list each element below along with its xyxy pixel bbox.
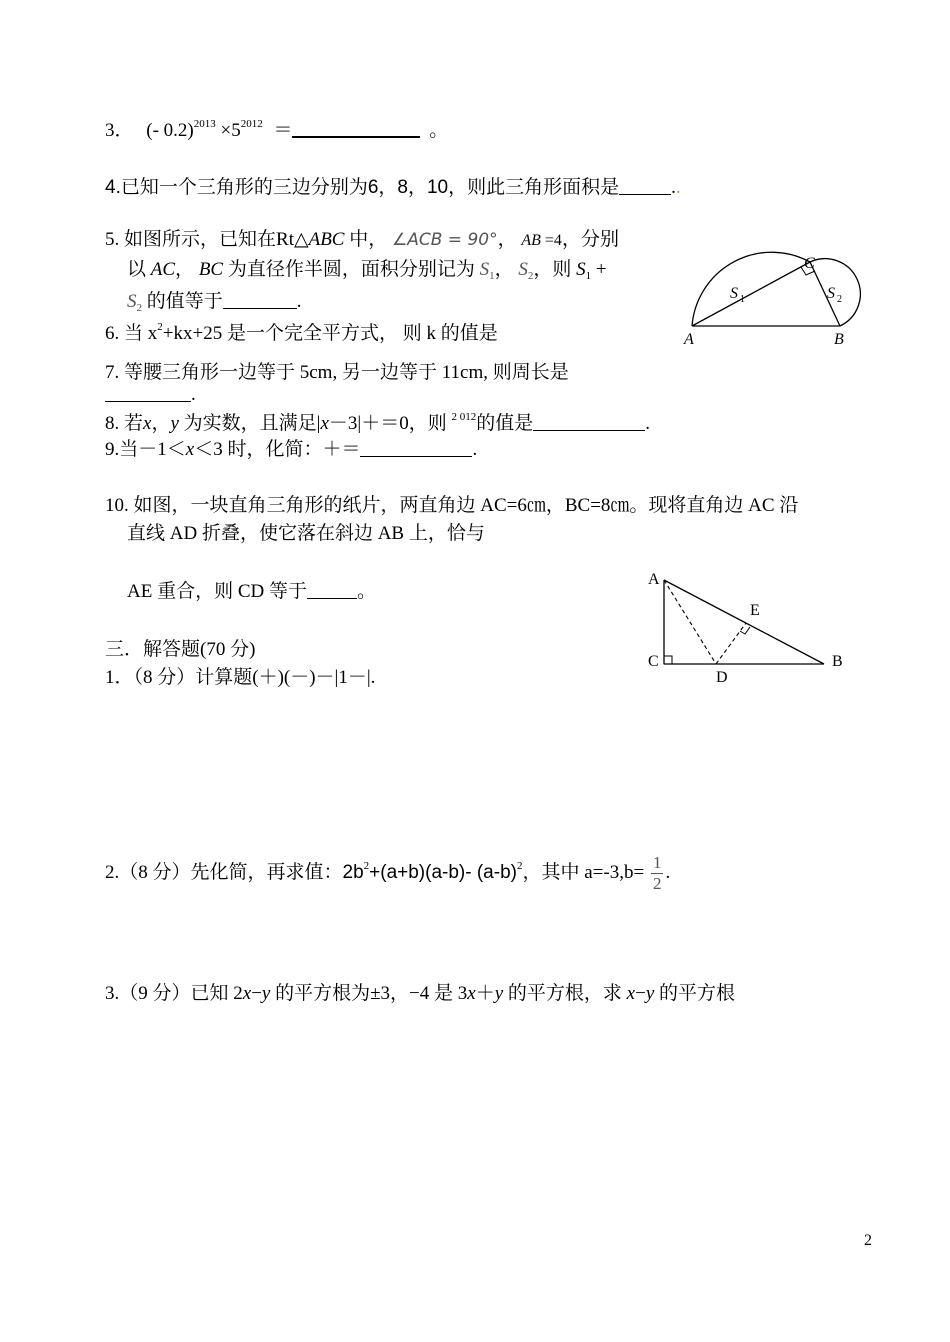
label-b: B <box>834 331 844 348</box>
question-10-line-3 <box>127 580 376 604</box>
exponent: 2 <box>516 859 523 872</box>
expr-times: ×5 <box>220 120 241 141</box>
period: . <box>645 413 650 434</box>
question-6 <box>105 322 498 346</box>
label-a: A <box>648 571 660 588</box>
question-7 <box>105 361 569 385</box>
variable-x: x <box>626 983 636 1004</box>
question-text: ，则 <box>533 259 572 280</box>
stray-mark: . <box>675 177 681 198</box>
answer-blank[interactable] <box>292 118 420 138</box>
period: . <box>296 291 302 312</box>
label-s2: S <box>827 285 835 302</box>
period: . <box>671 177 676 198</box>
answer-blank[interactable] <box>533 412 645 431</box>
question-text: 的值是 <box>476 413 534 434</box>
problem-text: 的平方根 <box>654 983 736 1004</box>
segment-de <box>716 623 746 664</box>
variable-x: x <box>467 983 476 1004</box>
question-text: 8. 若 <box>105 413 144 434</box>
problem-1 <box>105 666 375 690</box>
figure-semicircles <box>672 228 872 356</box>
page-number: 2 <box>864 1232 872 1249</box>
area-s1: S <box>576 259 586 280</box>
problem-text: 1．（8 分）计算题(＋)(－)－|1－|. <box>105 667 376 688</box>
label-c: C <box>804 255 815 272</box>
subscript: 1 <box>489 270 495 282</box>
variable-y: y <box>494 983 504 1004</box>
label-e: E <box>750 602 760 619</box>
exponent: 2 012 <box>451 411 477 423</box>
label-a: A <box>684 331 694 348</box>
question-text: AE 重合，则 CD 等于 <box>127 581 307 602</box>
question-4 <box>105 176 681 200</box>
problem-3 <box>105 982 735 1006</box>
problem-2 <box>105 853 670 894</box>
plus-sign: + <box>591 259 607 280</box>
variable-x: x <box>185 439 195 460</box>
area-s2: S <box>518 259 528 280</box>
segment-ab: AB <box>521 232 541 249</box>
fold-line-ad <box>664 580 716 664</box>
label-b: B <box>832 653 843 670</box>
question-text: +kx+25 是一个完全平方式， 则 k 的值是 <box>162 323 498 344</box>
figure-folded-triangle <box>640 568 860 690</box>
problem-text: 2.（8 分）先化简，再求值： <box>105 861 343 883</box>
segment-ac: AC <box>150 259 176 280</box>
question-text: 为直径作半圆，面积分别记为 <box>223 259 475 280</box>
question-9 <box>105 438 477 462</box>
question-3 <box>105 118 448 143</box>
segment-ac-line <box>692 262 810 326</box>
question-text: ， <box>175 259 195 280</box>
question-text: 的值等于 <box>146 291 223 312</box>
expression: +(a+b)(a-b)- (a-b) <box>369 861 517 883</box>
label-d: D <box>716 669 728 686</box>
variable-y: y <box>170 413 179 434</box>
question-text: 以 <box>127 259 147 280</box>
question-5-line-2 <box>127 258 607 282</box>
period: 。 <box>429 120 449 141</box>
answer-blank[interactable] <box>223 290 297 309</box>
exponent: 2012 <box>240 118 263 130</box>
problem-text: 3.（9 分）已知 2 <box>105 983 243 1004</box>
angle-expression: ∠ACB = 90° <box>392 230 498 250</box>
question-text: ， <box>494 259 514 280</box>
variable-y: y <box>645 983 655 1004</box>
fraction-one-half <box>651 853 664 894</box>
plus-sign: ＋ <box>475 983 495 1004</box>
problem-text: ，其中 a=-3,b= <box>522 861 645 883</box>
question-8 <box>105 412 650 436</box>
expression: 2b <box>342 861 364 883</box>
question-text: 5. 如图所示，已知在 <box>105 229 277 250</box>
period: 。 <box>356 581 376 602</box>
variable-x: x <box>320 413 329 434</box>
question-text: 4.已知一个三角形的三边分别为6，8，10，则此三角形面积是 <box>105 177 620 198</box>
section-heading: 三．解答题(70 分) <box>105 639 256 660</box>
question-text: －3|＋＝0，则 <box>328 413 452 434</box>
segment-value: =4 <box>540 232 562 249</box>
exponent: 2 <box>157 321 163 333</box>
label-s1: S <box>730 285 738 302</box>
problem-text: 的平方根，求 <box>503 983 627 1004</box>
subscript: 2 <box>527 270 534 282</box>
question-text: ， <box>151 413 171 434</box>
subscript: 2 <box>136 302 142 314</box>
section-title <box>105 638 255 662</box>
question-number: 3． <box>105 120 134 141</box>
area-s1: S <box>479 259 490 280</box>
segment-ab-line <box>664 580 824 664</box>
right-angle-mark-e <box>740 627 750 634</box>
question-10-line-2 <box>127 522 485 546</box>
minus-sign: − <box>635 983 646 1004</box>
question-text: 6. 当 x <box>105 323 158 344</box>
question-text: ＜3 时，化简：＋＝ <box>194 439 361 460</box>
period: . <box>472 439 478 460</box>
answer-blank[interactable] <box>105 383 191 402</box>
denominator: 2 <box>652 874 662 893</box>
question-text: 10. 如图，一块直角三角形的纸片，两直角边 AC=6㎝，BC=8㎝。现将直角边 AC 沿 <box>105 495 799 516</box>
question-10-line-1 <box>105 494 798 518</box>
label-s1-subscript: 1 <box>740 294 745 305</box>
equals-sign: ＝ <box>273 120 293 141</box>
answer-blank[interactable] <box>307 580 357 599</box>
label-s2-subscript: 2 <box>837 294 842 305</box>
period: . <box>191 384 196 405</box>
expr-base: (- 0.2) <box>146 120 194 141</box>
problem-text: 的平方根为±3，−4 是 3 <box>270 983 468 1004</box>
subscript: 1 <box>585 270 592 282</box>
question-text: 直线 AD 折叠，使它落在斜边 AB 上，恰与 <box>127 523 485 544</box>
numerator: 1 <box>652 853 662 872</box>
triangle-name: ABC <box>308 229 345 250</box>
answer-blank[interactable] <box>619 176 671 195</box>
rt-triangle: Rt△ <box>276 229 309 250</box>
label-c: C <box>648 653 659 670</box>
period: . <box>665 861 671 883</box>
question-text: ， <box>497 229 517 250</box>
question-text: 9.当－1＜ <box>105 439 186 460</box>
question-text: 为实数，且满足| <box>178 413 321 434</box>
variable-y: y <box>261 983 271 1004</box>
variable-x: x <box>143 413 152 434</box>
question-5-line-1 <box>105 228 619 253</box>
question-text: 中， <box>344 229 388 250</box>
answer-blank[interactable] <box>360 438 472 457</box>
area-s2: S <box>127 291 137 312</box>
exponent: 2 <box>363 859 370 872</box>
semicircle-ac <box>692 252 810 326</box>
segment-bc: BC <box>198 259 224 280</box>
exponent: 2013 <box>193 118 216 130</box>
right-angle-mark-c <box>664 656 672 664</box>
question-text: ，分别 <box>561 229 619 250</box>
minus-sign: − <box>251 983 262 1004</box>
question-text: 7. 等腰三角形一边等于 5cm, 另一边等于 11cm, 则周长是 <box>105 362 569 383</box>
variable-x: x <box>242 983 252 1004</box>
question-5-line-3 <box>127 290 302 314</box>
question-7-answer <box>105 383 196 407</box>
